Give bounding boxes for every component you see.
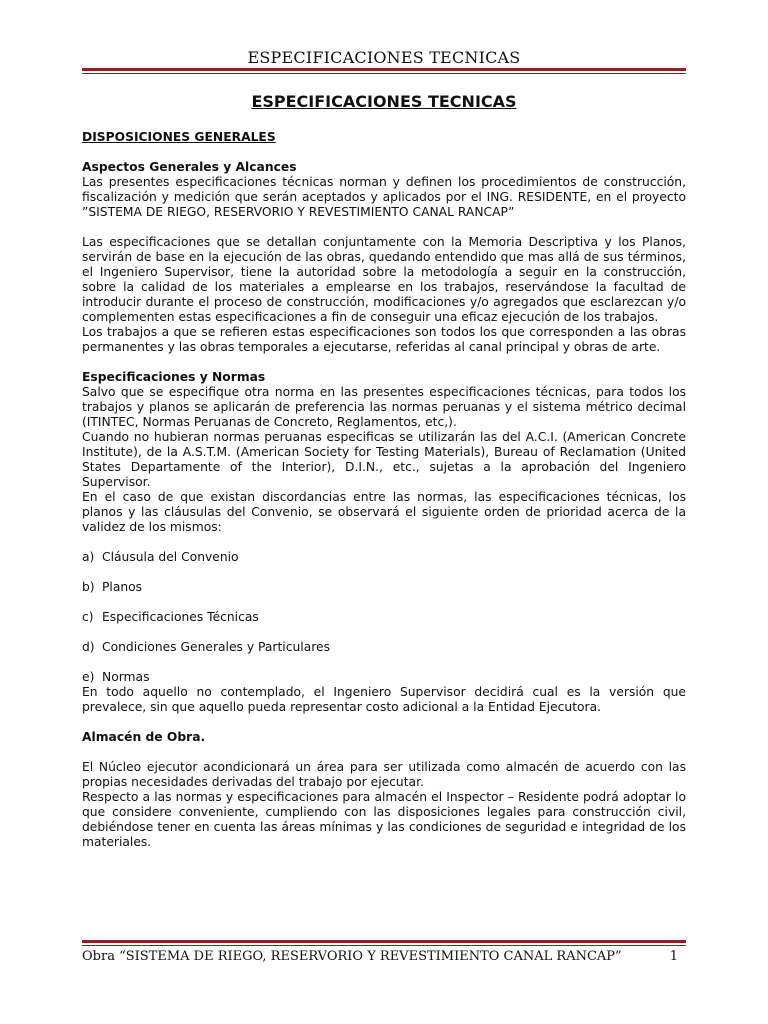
list-item-text: Condiciones Generales y Particulares	[102, 640, 330, 654]
normas-paragraph-4: En todo aquello no contemplado, el Ingeniero Supervisor decidirá cual es la versión que prevalece, sin que aquello pueda representar costo adicional a la Entidad Ejecutora.	[82, 685, 686, 714]
list-item-label: a)	[82, 550, 95, 564]
running-footer	[82, 949, 686, 964]
normas-paragraph-1: Salvo que se especifique otra norma en las presentes especificaciones técnicas, para todos los trabajos y planos se aplicarán de preferencia las normas peruanas y el sistema métrico decimal (ITINTEC, Normas Peruanas de Concreto, Reglamentos, etc,).	[82, 385, 686, 429]
footer-text: Obra “SISTEMA DE RIEGO, RESERVORIO Y REVESTIMIENTO CANAL RANCAP”	[82, 949, 622, 964]
list-item	[82, 580, 686, 595]
document-title: ESPECIFICACIONES TECNICAS	[251, 92, 517, 111]
almacen-heading: Almacén de Obra.	[82, 730, 206, 744]
list-item	[82, 670, 686, 685]
running-header: ESPECIFICACIONES TECNICAS	[247, 48, 521, 67]
normas-paragraph-2: Cuando no hubieran normas peruanas especificas se utilizarán las del A.C.I. (American Concrete Institute), de la A.S.T.M. (American Society for Testing Materials), Bureau of Reclamation (United States Departamente of the Interior), D.I.N., etc., sujetas a la aprobación del Ingeniero Supervisor.	[82, 430, 686, 489]
list-item-label: e)	[82, 670, 95, 684]
aspectos-paragraph-1: Las presentes especificaciones técnicas norman y definen los procedimientos de construcción, fiscalización y medición que serán aceptados y aplicados por el ING. RESIDENTE, en el proyecto ”SISTEMA DE RIEGO, RESERVORIO Y REVESTIMIENTO CANAL RANCAP”	[82, 175, 686, 219]
list-item-label: b)	[82, 580, 95, 594]
almacen-paragraph-1: El Núcleo ejecutor acondicionará un área para ser utilizada como almacén de acuerdo con las propias necesidades derivadas del trabajo por ejecutar.	[82, 760, 686, 789]
page-number: 1	[669, 949, 678, 964]
aspectos-heading: Aspectos Generales y Alcances	[82, 160, 297, 174]
list-item-text: Especificaciones Técnicas	[102, 610, 259, 624]
normas-heading: Especificaciones y Normas	[82, 370, 266, 384]
list-item	[82, 550, 686, 565]
almacen-paragraph-2: Respecto a las normas y especificaciones para almacén el Inspector – Residente podrá adoptar lo que considere conveniente, cumpliendo con las disposiciones legales para construcción civil, debiéndose tener en cuenta las áreas mínimas y las condiciones de seguridad e integridad de los materiales.	[82, 790, 686, 849]
aspectos-paragraph-3: Los trabajos a que se refieren estas especificaciones son todos los que corresponden a las obras permanentes y las obras temporales a ejecutarse, referidas al canal principal y obras de arte.	[82, 325, 686, 354]
document-body	[82, 92, 686, 850]
list-item-label: c)	[82, 610, 94, 624]
normas-paragraph-3: En el caso de que existan discordancias entre las normas, las especificaciones técnicas, los planos y las cláusulas del Convenio, se observará el siguiente orden de prioridad acerca de la validez de los mismos:	[82, 490, 686, 534]
list-item-text: Planos	[102, 580, 143, 594]
list-item-text: Normas	[102, 670, 150, 684]
header-rule	[82, 68, 686, 74]
list-item-text: Cláusula del Convenio	[102, 550, 239, 564]
list-item	[82, 640, 686, 655]
section-title: DISPOSICIONES GENERALES	[82, 130, 276, 144]
list-item-label: d)	[82, 640, 95, 654]
list-item	[82, 610, 686, 625]
footer-rule	[82, 940, 686, 946]
aspectos-paragraph-2: Las especificaciones que se detallan conjuntamente con la Memoria Descriptiva y los Planos, servirán de base en la ejecución de las obras, quedando entendido que mas allá de sus términos, el Ingeniero Supervisor, tiene la autoridad sobre la metodología a seguir en la construcción, sobre la calidad de los materiales a emplearse en los trabajos, reservándose la facultad de introducir durante el proceso de construcción, modificaciones y/o agregados que esclarezcan y/o complementen estas especificaciones a fin de conseguir una eficaz ejecución de los trabajos.	[82, 235, 686, 324]
